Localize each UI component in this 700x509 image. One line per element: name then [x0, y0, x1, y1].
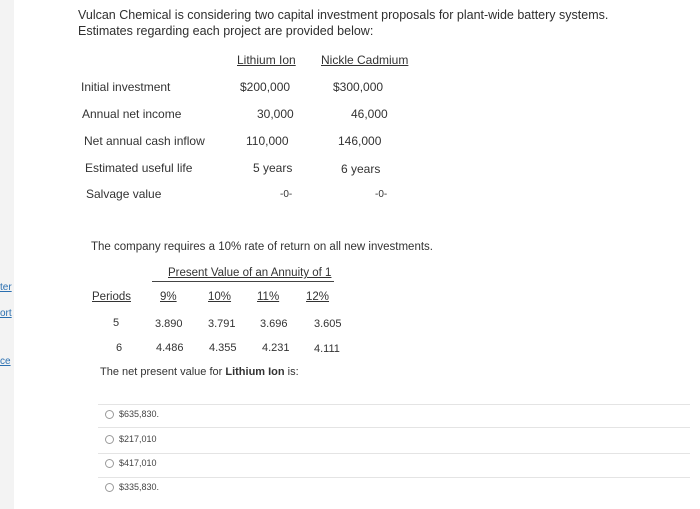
row-label: Annual net income — [82, 107, 182, 121]
lithium-value: 5 years — [253, 161, 293, 175]
annuity-cell: 4.231 — [262, 342, 290, 354]
annuity-title: Present Value of an Annuity of 1 — [168, 267, 332, 279]
sidebar-link-ort[interactable]: ort — [0, 308, 12, 319]
nickel-value: -0- — [375, 189, 388, 200]
header-11-percent: 11% — [257, 291, 280, 303]
annuity-cell: 5 — [113, 317, 120, 329]
annuity-cell: 6 — [116, 342, 123, 354]
answer-option-3[interactable] — [105, 458, 157, 468]
intro-line-1: Vulcan Chemical is considering two capital investment proposals for plant-wide battery systems. — [78, 8, 609, 22]
nickel-value: 146,000 — [338, 134, 382, 148]
option-divider — [98, 427, 690, 428]
radio-button-icon[interactable] — [105, 435, 114, 444]
npv-question-text: The net present value for — [100, 366, 226, 378]
lithium-value: 30,000 — [257, 107, 294, 121]
answer-option-label: $335,830. — [119, 482, 160, 492]
row-label: Estimated useful life — [85, 161, 193, 175]
npv-question — [100, 366, 299, 378]
npv-question-suffix: is: — [284, 366, 299, 378]
header-12-percent: 12% — [306, 291, 330, 303]
annuity-cell: 3.696 — [260, 318, 288, 330]
answer-option-1[interactable] — [105, 409, 159, 419]
annuity-cell: 3.791 — [208, 318, 236, 330]
lithium-value: 110,000 — [246, 134, 289, 148]
nickel-value: $300,000 — [333, 80, 384, 94]
header-periods: Periods — [92, 291, 131, 303]
sidebar-link-ce[interactable]: ce — [0, 356, 11, 367]
annuity-cell: 3.605 — [314, 318, 342, 330]
annuity-cell: 4.111 — [314, 343, 340, 355]
left-sidebar — [0, 0, 14, 509]
row-label: Net annual cash inflow — [84, 134, 205, 148]
option-divider — [98, 453, 690, 454]
radio-button-icon[interactable] — [105, 410, 114, 419]
answer-option-label: $217,010 — [119, 434, 157, 444]
radio-button-icon[interactable] — [105, 483, 114, 492]
header-9-percent: 9% — [160, 291, 177, 303]
lithium-value: -0- — [280, 189, 293, 200]
header-lithium-ion: Lithium Ion — [237, 53, 296, 67]
answer-option-label: $417,010 — [119, 458, 157, 468]
row-label: Salvage value — [86, 187, 162, 201]
annuity-cell: 4.486 — [156, 342, 184, 354]
answer-option-2[interactable] — [105, 434, 157, 444]
option-divider — [98, 404, 690, 405]
radio-button-icon[interactable] — [105, 459, 114, 468]
header-nickle-cadmium: Nickle Cadmium — [321, 53, 409, 67]
header-10-percent: 10% — [208, 291, 232, 303]
annuity-title-rule — [152, 281, 334, 282]
answer-option-label: $635,830. — [119, 409, 160, 419]
npv-question-project: Lithium Ion — [225, 366, 285, 378]
required-return-text: The company requires a 10% rate of return on all new investments. — [91, 241, 433, 253]
annuity-cell: 3.890 — [155, 318, 183, 330]
annuity-cell: 4.355 — [209, 342, 237, 354]
option-divider — [98, 477, 690, 478]
nickel-value: 46,000 — [351, 107, 388, 121]
answer-option-4[interactable] — [105, 482, 159, 492]
sidebar-link-ter[interactable]: ter — [0, 282, 12, 293]
intro-line-2: Estimates regarding each project are provided below: — [78, 24, 374, 38]
nickel-value: 6 years — [341, 162, 381, 176]
row-label: Initial investment — [81, 80, 171, 94]
lithium-value: $200,000 — [240, 80, 291, 94]
